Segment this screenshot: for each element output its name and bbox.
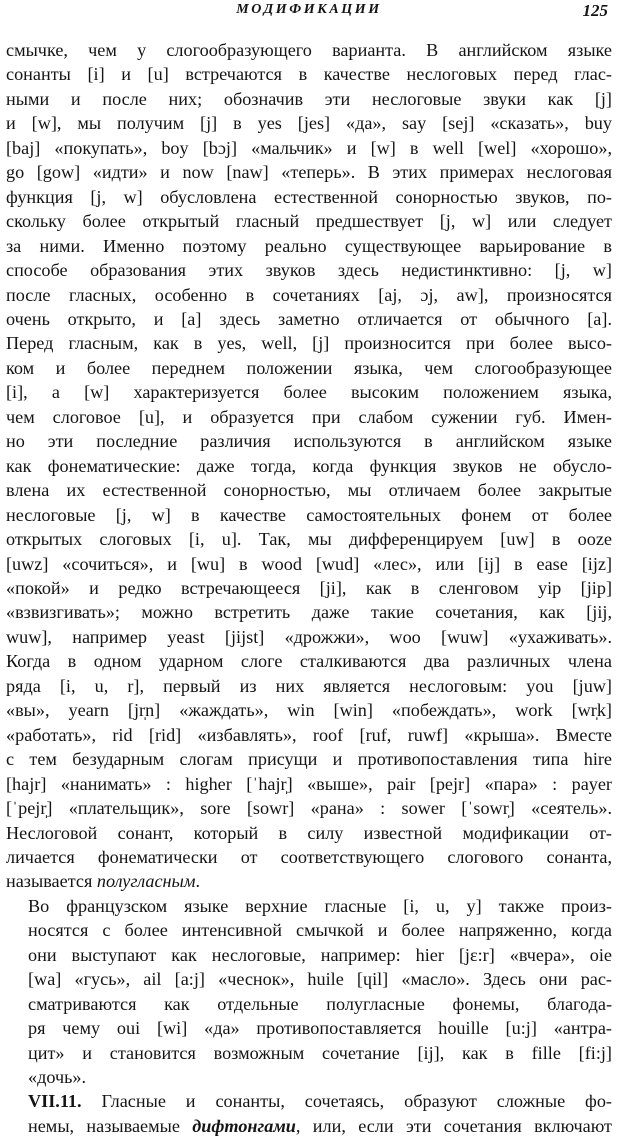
term-diphthongs: дифтонгами [192,1115,296,1136]
text-line: wuw], например yeast [jijst] «дрожжи», woo [wuw] «ухаживать». [6,626,612,647]
text-line: и [w], мы получим [j] в yes [jes] «да», say [sej] «сказать», buy [6,113,612,134]
text-line: функция [j, w] обусловлена естественной сонорностью звуков, по- [6,186,612,207]
running-title: МОДИФИКАЦИИ [236,2,382,17]
text-line: скольку более открытый гласный предшествует [j, w] или следует [6,211,612,232]
text-line: [i], а [w] характеризуется более высоким положением языка, [6,382,612,403]
text-line: неслоговые [j, w] в качестве самостоятельных фонем от более [6,504,612,525]
text-line: с тем безударным слогам присущи и противопоставления типа hire [6,749,612,770]
text-line: [ˈpejr̩] «плательщик», sore [sowr] «рана» : sower [ˈsowr̩] «сеятель». [6,798,612,819]
section-number: VII.11. [28,1091,82,1112]
text-line: [wa] «гусь», ail [a:j] «чеснок», huile [ɥil] «масло». Здесь они рас- [28,969,612,990]
term-semivowel: полугласным [96,871,196,892]
text-line: цит» и становится возможным сочетание [ij], как в fille [fi:j] [28,1042,612,1063]
text-line: Когда в одном ударном слоге сталкиваются два различных члена [6,651,612,672]
text-line: [uwz] «сочиться», и [wu] в wood [wud] «лес», или [ij] в ease [ijz] [6,553,612,574]
text-line-final [6,869,612,893]
text-line: Во французском языке верхние гласные [i, u, y] также произ- [28,895,612,916]
text-line: очень открыто, и [a] здесь заметно отличается от обычного [a]. [6,308,612,329]
text-line: открытых слоговых [i, u]. Так, мы дифференцируем [uw] в ooze [6,529,612,550]
text-line: «вы», yearn [jr̩n] «жаждать», win [win] «побеждать», work [wr̩k] [6,700,612,721]
text-line-final: «дочь». [28,1067,87,1088]
text-line: ряда [i, u, r], первый из них является неслоговым: you [juw] [6,675,612,696]
text-fragment: называется [6,871,97,892]
text-line: ком и более переднем положении языка, чем слогообразующее [6,357,612,378]
text-line: влена их естественной сонорностью, мы отличаем более закрытые [6,480,612,501]
text-line: после гласных, особенно в сочетаниях [aj, ɔj, aw], произносятся [6,284,612,305]
text-line: смычке, чем у слогообразующего варианта. В английском языке [6,40,612,60]
text-line: носятся с более интенсивной смычкой и более напряженно, когда [28,920,612,941]
text-line: они выступают как неслоговые, например: hier [jɛ:r] «вчера», oie [28,944,612,965]
text-line: [baj] «покупать», boy [bɔj] «мальчик» и [w] в well [wel] «хорошо», [6,137,612,158]
body-text [6,38,612,1138]
text-fragment: , или, если эти сочетания включают [295,1115,612,1136]
text-line: но эти последние различия используются в английском языке [6,431,612,452]
text-line: ными и после них; обозначив эти неслоговые звуки как [j] [6,88,612,109]
text-line: «работать», rid [rid] «избавлять», roof [ruf, ruwf] «крыша». Вместе [6,724,612,745]
text-fragment: . [195,871,201,892]
text-line [6,1114,612,1138]
text-line: чем слоговое [u], и образуется при слабом сужении губ. Имен- [6,406,612,427]
page-number: 125 [582,1,608,20]
text-line: Перед гласным, как в yes, well, [j] произносится при более высо- [6,333,612,354]
paragraph-semivowels-french [6,894,612,1090]
text-line: личается фонематически от соответствующего слогового сонанта, [6,846,612,867]
text-line: Неслоговой сонант, который в силу известной модификации от- [6,822,612,843]
paragraph-section-vii-11 [6,1089,612,1138]
text-line: «покой» и редко встречающееся [ji], как в сленговом yip [jip] [6,577,612,598]
running-head [6,0,612,34]
paragraph-semivowels-english [6,38,612,894]
text-line: как фонематические: даже тогда, когда функция звуков не обусло- [6,455,612,476]
text-fragment: Гласные и сонанты, сочетаясь, образуют сложные фо- [81,1091,612,1112]
text-line: за ними. Именно поэтому реально существующее варьирование в [6,235,612,256]
text-line: сматриваются как отдельные полугласные фонемы, благода- [28,993,612,1014]
text-line: сонанты [i] и [u] встречаются в качестве неслоговых перед глас- [6,64,612,85]
text-line: go [gow] «идти» и now [naw] «теперь». В этих примерах неслоговая [6,162,612,183]
text-fragment: немы, называемые [28,1115,193,1136]
text-line: «взвизгивать»; можно встретить даже такие сочетания, как [jij, [6,602,612,623]
text-line: [hajr] «нанимать» : higher [ˈhajr̩] «выше», pair [pejr] «пара» : payer [6,773,612,794]
text-line [6,1089,612,1113]
text-line: ря чему oui [wi] «да» противопоставляется houille [u:j] «антра- [28,1018,612,1039]
text-line: способе образования этих звуков здесь недистинктивно: [j, w] [6,260,612,281]
